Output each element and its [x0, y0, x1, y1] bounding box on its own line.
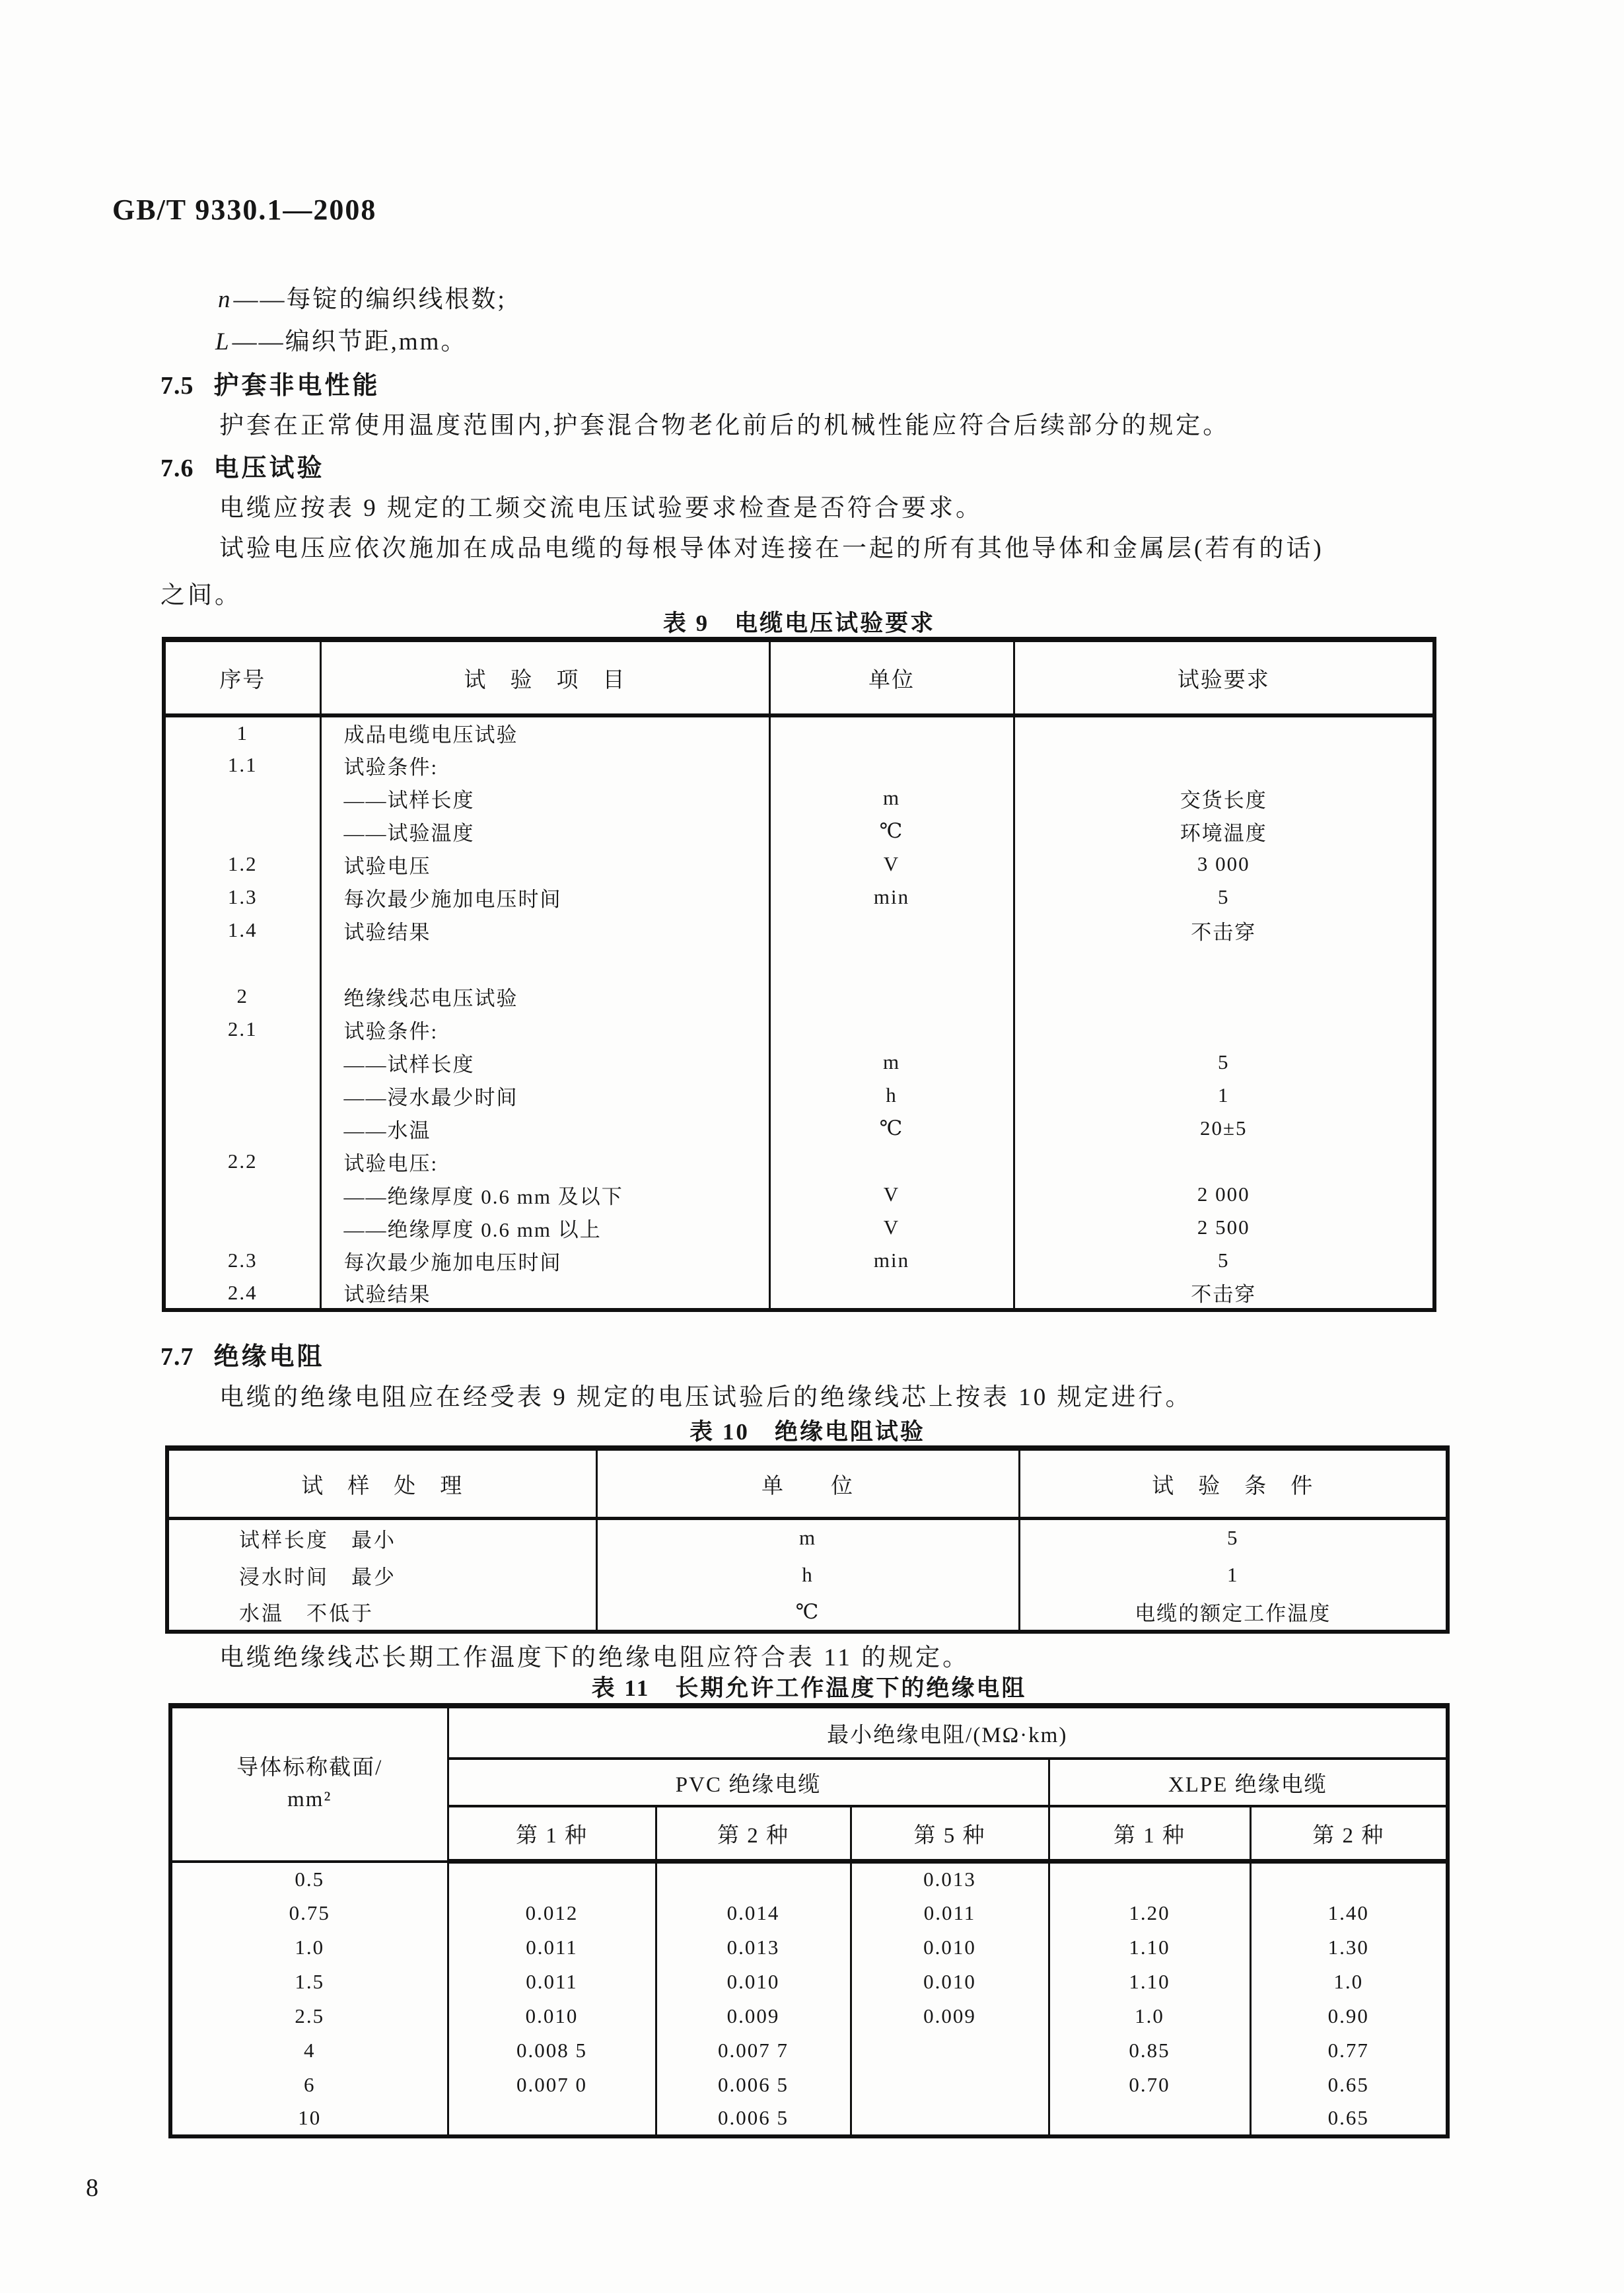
table-cell: 0.007 0: [448, 2068, 656, 2102]
table-cell: [769, 980, 1014, 1013]
column-header-min-insulation-resistance: 最小绝缘电阻/(MΩ·km): [448, 1706, 1448, 1759]
table-cell: 1: [1227, 1563, 1239, 1586]
table-row: [164, 914, 1434, 947]
table-cell: 1.10: [1049, 1930, 1250, 1965]
section-title: 电压试验: [213, 455, 325, 482]
column-header: 单 位: [596, 1448, 1019, 1519]
table-row: [164, 1244, 1434, 1277]
table-cell: 1: [164, 715, 320, 748]
table-cell: min: [769, 881, 1014, 914]
table-cell: [769, 1145, 1014, 1178]
table-cell: [851, 2033, 1049, 2068]
table-cell: min: [769, 1244, 1014, 1277]
table-cell: [164, 1211, 320, 1244]
table-cell: 10: [170, 2102, 448, 2136]
table-cell: 0.010: [851, 1930, 1049, 1965]
table-cell: 1.2: [164, 848, 320, 881]
table-cell: 绝缘线芯电压试验: [320, 980, 769, 1013]
table-cell: ——绝缘厚度 0.6 mm 及以下: [320, 1178, 769, 1211]
table-cell: ——试样长度: [320, 782, 769, 815]
table-cell: 0.010: [448, 1999, 656, 2033]
table-row: [164, 1211, 1434, 1244]
table-cell: [769, 947, 1014, 980]
table-cell: 0.70: [1049, 2068, 1250, 2102]
symbol-l: L: [215, 328, 231, 355]
column-header-conductor-size: [170, 1706, 448, 1862]
table-cell: 1.3: [164, 881, 320, 914]
table-cell: 0.65: [1327, 2072, 1369, 2096]
section-7-7-paragraph: 电缆的绝缘电阻应在经受表 9 规定的电压试验后的绝缘线芯上按表 10 规定进行。: [219, 1384, 1193, 1411]
table-row: [164, 881, 1434, 914]
table-cell: [164, 947, 320, 980]
column-header-type: 第 2 种: [1250, 1806, 1448, 1862]
section-7-7-heading: [160, 1336, 325, 1372]
table-cell: [656, 1862, 851, 1896]
symbol-n: n: [218, 286, 232, 313]
table-cell: [1014, 748, 1434, 782]
table-cell: 试样长度 最小: [167, 1519, 596, 1556]
table-cell: 5: [1227, 1526, 1239, 1550]
table-cell: 每次最少施加电压时间: [320, 1244, 769, 1277]
column-header-type: 第 2 种: [656, 1806, 851, 1862]
column-group-xlpe: XLPE 绝缘电缆: [1049, 1759, 1448, 1806]
table-cell: [1014, 980, 1434, 1013]
table-row: [164, 1046, 1434, 1079]
table-cell: m: [769, 1046, 1014, 1079]
table-10: [165, 1445, 1450, 1634]
table-cell: ——试样长度: [320, 1046, 769, 1079]
table-cell: h: [596, 1556, 1019, 1594]
section-7-6-heading: [160, 447, 325, 484]
table-cell: 1: [1218, 1083, 1230, 1107]
table-row: [164, 748, 1434, 782]
table-cell: 5: [1218, 1249, 1230, 1272]
table-cell: 0.009: [656, 1999, 851, 2033]
table-cell: [851, 2068, 1049, 2102]
table-cell: [1014, 1145, 1434, 1178]
table-header-row: [164, 639, 1434, 715]
table-cell: [769, 715, 1014, 748]
table-row: [164, 1277, 1434, 1310]
table-row: [167, 1594, 1448, 1632]
page-number: 8: [86, 2174, 98, 2202]
table-cell: 1.1: [164, 748, 320, 782]
table-cell: 试验电压:: [320, 1145, 769, 1178]
table-cell: 1.0: [170, 1930, 448, 1965]
table-cell: 4: [170, 2033, 448, 2068]
table-cell: 环境温度: [1180, 821, 1267, 845]
table-cell: 不击穿: [1191, 920, 1257, 944]
table-cell: V: [769, 1211, 1014, 1244]
table-cell: 0.006 5: [656, 2068, 851, 2102]
table-cell: m: [596, 1519, 1019, 1556]
table-cell: 水温 不低于: [167, 1594, 596, 1632]
table-cell: 成品电缆电压试验: [320, 715, 769, 748]
table-cell: 5: [1218, 1050, 1230, 1074]
table-cell: 试验结果: [320, 914, 769, 947]
column-header-type: 第 1 种: [1049, 1806, 1250, 1862]
table-cell: [448, 2102, 656, 2136]
table-cell: [851, 2102, 1049, 2136]
column-header-type: 第 5 种: [851, 1806, 1049, 1862]
table-cell: 2: [164, 980, 320, 1013]
table-cell: 0.65: [1327, 2106, 1369, 2129]
table-row: [164, 815, 1434, 848]
table-cell: 0.010: [851, 1965, 1049, 1999]
column-group-pvc: PVC 绝缘电缆: [448, 1759, 1049, 1806]
table-cell: ——试验温度: [320, 815, 769, 848]
table-row: [164, 848, 1434, 881]
table-cell: 6: [170, 2068, 448, 2102]
table-cell: ——水温: [320, 1112, 769, 1145]
table-cell: 2.1: [164, 1013, 320, 1046]
table-row: [164, 782, 1434, 815]
table-cell: 0.85: [1049, 2033, 1250, 2068]
definition-n: [218, 279, 507, 314]
table-cell: 0.013: [851, 1862, 1049, 1896]
column-header: 序号: [164, 639, 320, 715]
section-number: 7.5: [160, 372, 194, 400]
section-7-6-paragraph-1: 电缆应按表 9 规定的工频交流电压试验要求检查是否符合要求。: [219, 495, 983, 522]
column-header: 单位: [769, 639, 1014, 715]
table-cell: 1.0: [1049, 1999, 1250, 2033]
table-cell: 试验结果: [320, 1277, 769, 1310]
table-row: [170, 1896, 1448, 1930]
table-11-caption: 表 11 长期允许工作温度下的绝缘电阻: [591, 1675, 1027, 1701]
table-cell: 1.10: [1049, 1965, 1250, 1999]
table-row: [170, 1965, 1448, 1999]
table-header-row: [167, 1448, 1448, 1519]
table-10-caption: 表 10 绝缘电阻试验: [689, 1419, 925, 1445]
table-cell: 1.5: [170, 1965, 448, 1999]
table-cell: [769, 1013, 1014, 1046]
table-cell: 1.30: [1327, 1935, 1369, 1959]
table-cell: 试验条件:: [320, 1013, 769, 1046]
table-cell: 试验条件:: [320, 748, 769, 782]
table-cell: [769, 1277, 1014, 1310]
standard-code: GB/T 9330.1—2008: [112, 194, 377, 226]
column-header: 试 验 项 目: [320, 639, 769, 715]
table-row: [170, 1930, 1448, 1965]
table-cell: 电缆的额定工作温度: [1135, 1602, 1331, 1625]
table-row: [164, 980, 1434, 1013]
conductor-size-label-line-1: 导体标称截面/: [236, 1755, 383, 1780]
table-cell: 0.013: [656, 1930, 851, 1965]
table-cell: 0.011: [448, 1930, 656, 1965]
table-cell: 20±5: [1199, 1116, 1248, 1140]
table-cell: [769, 748, 1014, 782]
table-cell: [1014, 947, 1434, 980]
table-cell: 0.009: [851, 1999, 1049, 2033]
table-9-caption: 表 9 电缆电压试验要求: [662, 610, 936, 636]
table-row: [164, 715, 1434, 748]
table-row: [170, 2033, 1448, 2068]
column-header: 试 验 条 件: [1019, 1448, 1448, 1519]
table-row: [170, 1999, 1448, 2033]
table-cell: ——绝缘厚度 0.6 mm 以上: [320, 1211, 769, 1244]
table-cell: 1.20: [1049, 1896, 1250, 1930]
table-cell: 1.0: [1333, 1969, 1364, 1993]
column-header: 试 样 处 理: [167, 1448, 596, 1519]
table-cell: 2.5: [170, 1999, 448, 2033]
table-cell: V: [769, 1178, 1014, 1211]
table-cell: 0.012: [448, 1896, 656, 1930]
table-cell: ℃: [769, 1112, 1014, 1145]
table-cell: 浸水时间 最少: [167, 1556, 596, 1594]
table-row: [164, 1013, 1434, 1046]
table-cell: 0.5: [170, 1862, 448, 1896]
table-cell: 0.010: [656, 1965, 851, 1999]
table-row: [170, 1862, 1448, 1896]
table-cell: [320, 947, 769, 980]
table-11-lead-in: 电缆绝缘线芯长期工作温度下的绝缘电阻应符合表 11 的规定。: [219, 1644, 970, 1671]
table-cell: 2.4: [164, 1277, 320, 1310]
table-cell: 1.4: [164, 914, 320, 947]
table-cell: [164, 1178, 320, 1211]
table-9: [162, 637, 1436, 1312]
table-cell: 0.011: [851, 1896, 1049, 1930]
section-title: 绝缘电阻: [213, 1343, 325, 1371]
table-cell: [164, 1079, 320, 1112]
table-cell: [164, 1112, 320, 1145]
definition-l-text: ——编织节距,mm。: [232, 328, 468, 355]
table-cell: 0.77: [1327, 2038, 1369, 2062]
table-cell: 0.006 5: [656, 2102, 851, 2136]
section-7-6-paragraph-2-line-1: 试验电压应依次施加在成品电缆的每根导体对连接在一起的所有其他导体和金属层(若有的话): [219, 535, 1324, 562]
table-row: [167, 1556, 1448, 1594]
section-number: 7.7: [160, 1343, 194, 1371]
table-row: [164, 1079, 1434, 1112]
table-cell: 0.007 7: [656, 2033, 851, 2068]
table-cell: 1.40: [1327, 1901, 1369, 1924]
table-cell: ℃: [596, 1594, 1019, 1632]
table-cell: [164, 1046, 320, 1079]
table-cell: 2.3: [164, 1244, 320, 1277]
table-cell: 0.90: [1327, 2004, 1369, 2027]
table-cell: 2.2: [164, 1145, 320, 1178]
table-cell: [769, 914, 1014, 947]
table-cell: 0.014: [656, 1896, 851, 1930]
column-header: 试验要求: [1014, 639, 1434, 715]
table-cell: 3 000: [1197, 852, 1250, 875]
table-cell: [1250, 1862, 1448, 1896]
table-cell: 0.008 5: [448, 2033, 656, 2068]
table-cell: [1049, 2102, 1250, 2136]
table-row: [164, 1145, 1434, 1178]
section-7-5-heading: [160, 365, 380, 401]
table-cell: 0.75: [170, 1896, 448, 1930]
definition-n-text: ——每锭的编织线根数;: [233, 286, 507, 313]
section-title: 护套非电性能: [213, 372, 380, 400]
table-row: [164, 1178, 1434, 1211]
table-cell: m: [769, 782, 1014, 815]
table-row: [170, 2102, 1448, 2136]
table-cell: [1049, 1862, 1250, 1896]
table-cell: ——浸水最少时间: [320, 1079, 769, 1112]
table-cell: [1014, 1013, 1434, 1046]
table-cell: ℃: [769, 815, 1014, 848]
table-cell: 2 500: [1197, 1216, 1250, 1239]
column-header-type: 第 1 种: [448, 1806, 656, 1862]
table-cell: [448, 1862, 656, 1896]
table-cell: 试验电压: [320, 848, 769, 881]
section-number: 7.6: [160, 455, 194, 482]
table-cell: 每次最少施加电压时间: [320, 881, 769, 914]
table-cell: 2 000: [1197, 1183, 1250, 1206]
conductor-size-label-line-2: mm²: [287, 1787, 332, 1811]
table-cell: 不击穿: [1191, 1283, 1257, 1306]
table-cell: [164, 815, 320, 848]
table-cell: V: [769, 848, 1014, 881]
section-7-5-paragraph: 护套在正常使用温度范围内,护套混合物老化前后的机械性能应符合后续部分的规定。: [219, 412, 1230, 439]
section-7-6-paragraph-2-line-2: 之间。: [160, 582, 242, 609]
table-cell: [1014, 715, 1434, 748]
table-row: [164, 1112, 1434, 1145]
table-row: [167, 1519, 1448, 1556]
table-cell: 0.011: [448, 1965, 656, 1999]
table-cell: 交货长度: [1180, 788, 1267, 812]
table-row: [164, 947, 1434, 980]
definition-l: [215, 321, 467, 357]
table-cell: [164, 782, 320, 815]
table-cell: h: [769, 1079, 1014, 1112]
table-11: [168, 1703, 1450, 2138]
table-header-row: [170, 1706, 1448, 1759]
table-cell: 5: [1218, 885, 1230, 908]
table-row: [170, 2068, 1448, 2102]
